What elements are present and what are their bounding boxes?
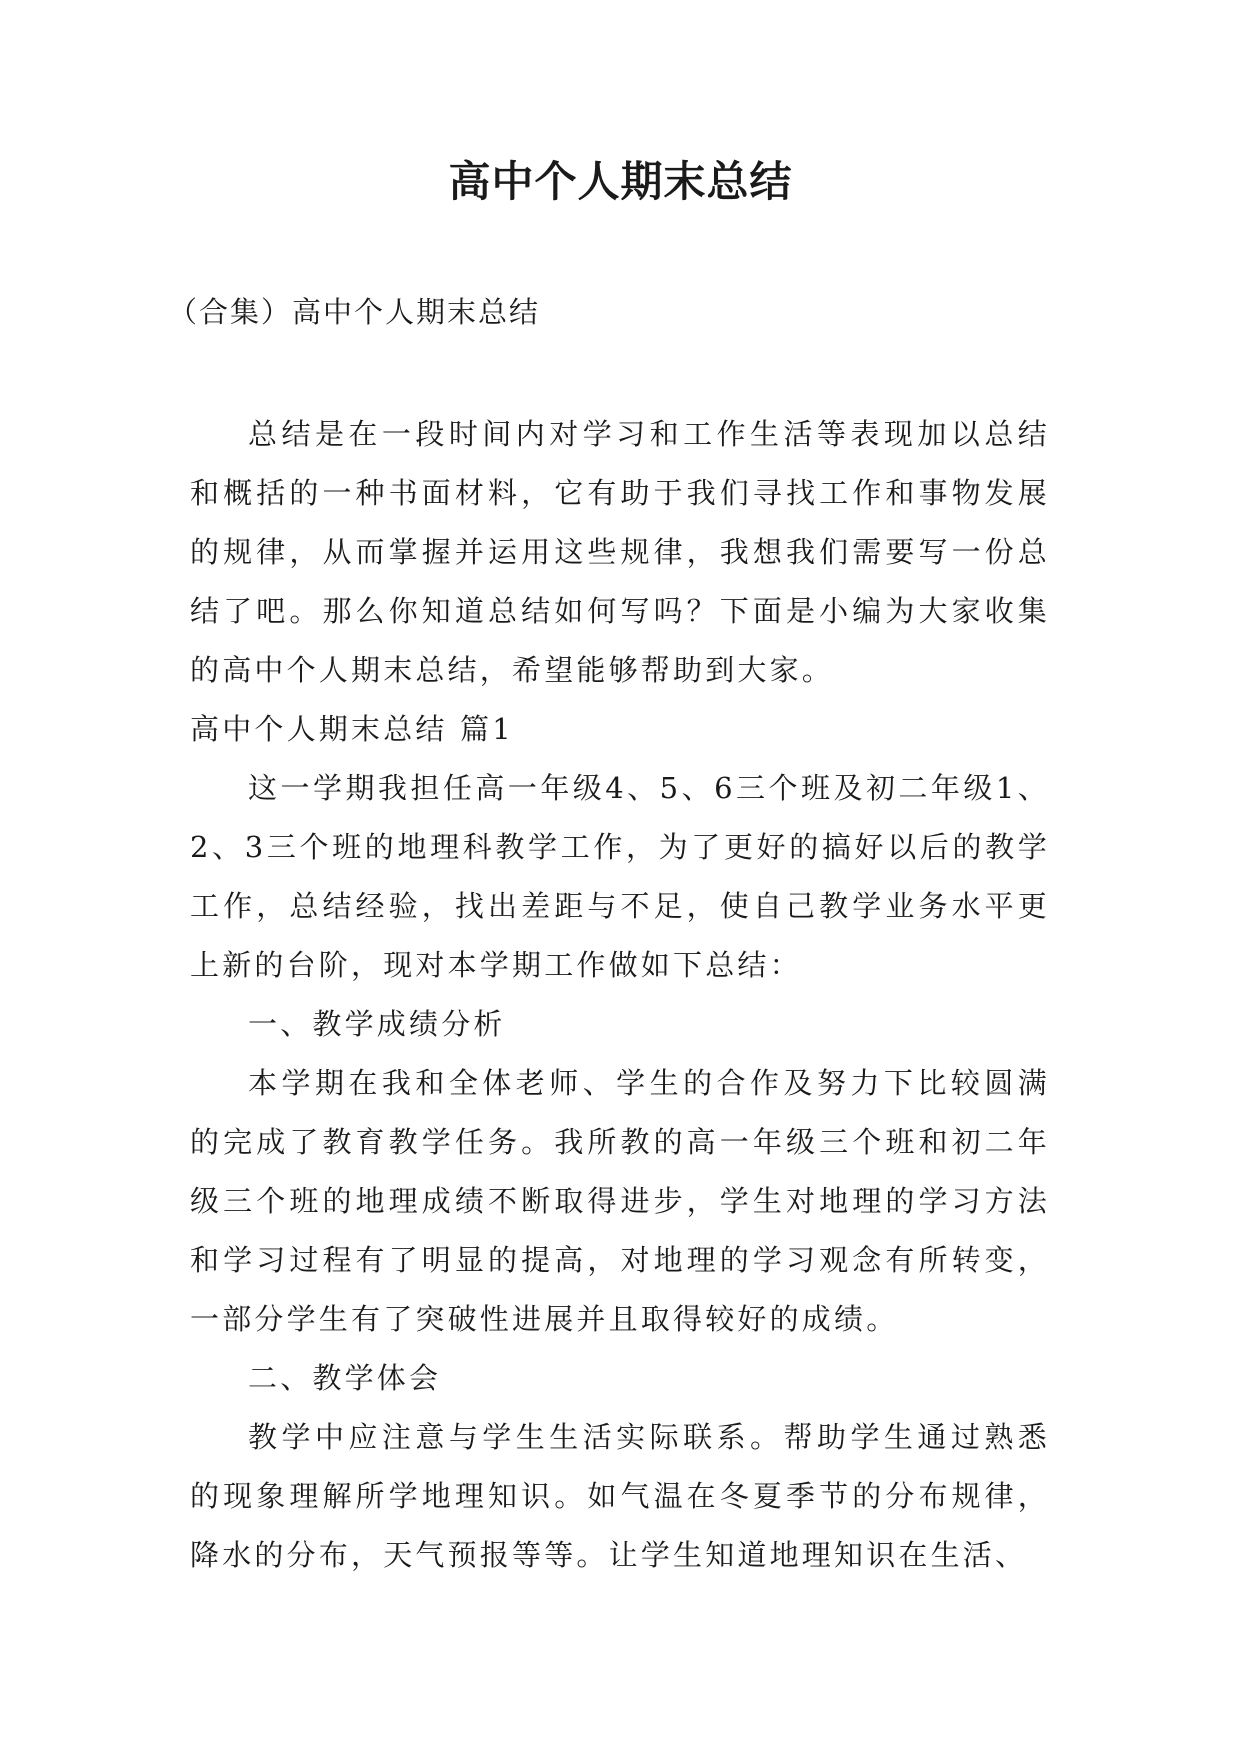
section-heading: 高中个人期末总结 篇1: [190, 712, 514, 746]
document-body: [190, 405, 1050, 1585]
section-paragraph: 这一学期我担任高一年级4、5、6三个班及初二年级1、2、3三个班的地理科教学工作，为了更好的搞好以后的教学工作，总结经验，找出差距与不足，使自己教学业务水平更上新的台阶，现对本学期工作做如下总结：: [190, 771, 1050, 982]
experience-paragraph: 教学中应注意与学生生活实际联系。帮助学生通过熟悉的现象理解所学地理知识。如气温在冬夏季节的分布规律，降水的分布，天气预报等等。让学生知道地理知识在生活、: [190, 1420, 1050, 1572]
subsection-heading-analysis: 一、教学成绩分析: [248, 1007, 506, 1041]
document-subtitle: （合集）高中个人期末总结: [168, 295, 541, 329]
subsection-heading-experience: 二、教学体会: [248, 1361, 442, 1395]
document-title: 高中个人期末总结: [448, 157, 793, 206]
intro-paragraph: 总结是在一段时间内对学习和工作生活等表现加以总结和概括的一种书面材料，它有助于我们寻找工作和事物发展的规律，从而掌握并运用这些规律，我想我们需要写一份总结了吧。那么你知道总结如何写吗？下面是小编为大家收集的高中个人期末总结，希望能够帮助到大家。: [190, 417, 1050, 687]
analysis-paragraph: 本学期在我和全体老师、学生的合作及努力下比较圆满的完成了教育教学任务。我所教的高一年级三个班和初二年级三个班的地理成绩不断取得进步，学生对地理的学习方法和学习过程有了明显的提高，对地理的学习观念有所转变，一部分学生有了突破性进展并且取得较好的成绩。: [190, 1066, 1050, 1336]
